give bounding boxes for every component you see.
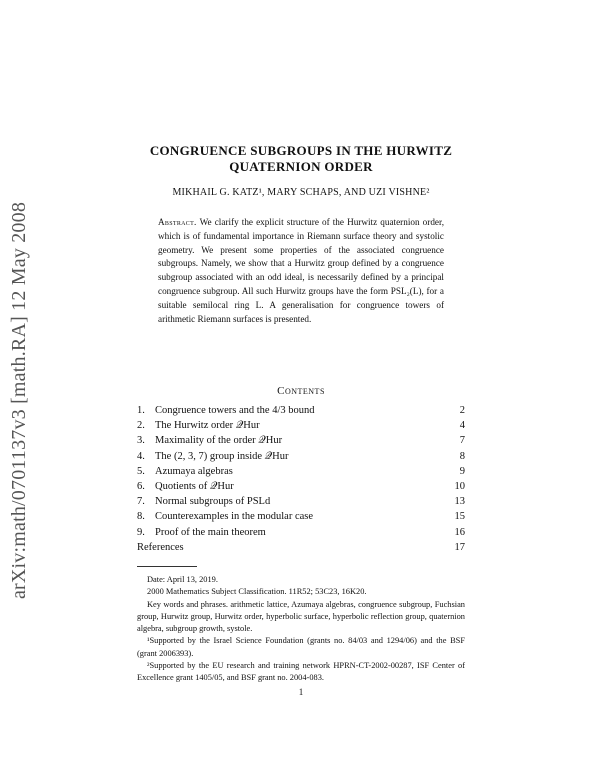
toc-entry-page: 13 [454, 496, 465, 508]
toc-entry-page: 9 [459, 465, 465, 477]
footnotes [137, 574, 465, 685]
toc-entry[interactable] [137, 542, 465, 557]
toc-entry-title: Congruence towers and the 4/3 bound [155, 405, 315, 416]
toc-entry[interactable] [137, 420, 465, 435]
toc-entry-page: 7 [459, 435, 465, 447]
toc-entry-title: Proof of the main theorem [155, 526, 266, 538]
paper-title [120, 143, 482, 175]
toc-entry-number: 7. [137, 496, 145, 508]
toc-entry-page: 16 [454, 526, 465, 538]
toc-entry-number: 9. [137, 526, 145, 538]
toc-entry-title: Counterexamples in the modular case [155, 511, 314, 523]
toc-entry-title: Normal subgroups of PSLd [155, 496, 271, 508]
toc-entry-number: 1. [137, 405, 145, 416]
toc-entry-page: 2 [459, 405, 465, 416]
toc-entry-number: 3. [137, 435, 145, 447]
author-list: MIKHAIL G. KATZ¹, MARY SCHAPS, AND UZI VISHNE² [172, 187, 430, 198]
page-number: 1 [298, 687, 304, 697]
toc-entry-number: 5. [137, 465, 145, 477]
toc-entry-number: 6. [137, 480, 145, 492]
toc-entry[interactable] [137, 511, 465, 526]
toc-entry-title: Quotients of 𝒬Hur [155, 480, 234, 492]
toc-entry-page: 17 [454, 541, 465, 553]
footnote-rule [137, 566, 197, 567]
abstract-heading: Abstract. [158, 217, 197, 227]
toc-entry-title: Azumaya algebras [155, 465, 233, 477]
toc-entry[interactable] [137, 481, 465, 496]
toc-entry-title: The (2, 3, 7) group inside 𝒬Hur [155, 450, 289, 462]
toc-entry-title: References [137, 541, 184, 553]
toc-entry[interactable] [137, 466, 465, 481]
abstract [158, 216, 444, 326]
footnote-2: ²Supported by the EU research and training network HPRN-CT-2002-00287, ISF Center of Excellence grant 1405/05, and BSF grant no. 2004-083. [137, 661, 465, 683]
title-line-2: QUATERNION ORDER [229, 159, 373, 174]
toc-entry[interactable] [137, 405, 465, 420]
toc-entry-page: 10 [454, 480, 465, 492]
abstract-text: We clarify the explicit structure of the Hurwitz quaternion order, which is of fundamental importance in Riemann surface theory and systolic geometry. We present some properties of the associated congruence subgroups. Namely, we show that a Hurwitz group defined by a congruence subgroup associated with an odd ideal, is necessarily defined by a principal congruence subgroup. All such Hurwitz groups have the form PSL₂(L), for a suitable semilocal ring L. A generalisation for congruence towers of arithmetic Riemann surfaces is presented. [158, 217, 444, 324]
arxiv-identifier: arXiv:math/0701137v3 [math.RA] 12 May 2008 [8, 201, 31, 599]
toc-entry-number: 4. [137, 450, 145, 462]
footnote-date: Date: April 13, 2019. [147, 575, 218, 584]
toc-entry-page: 4 [459, 420, 465, 432]
toc-entry[interactable] [137, 451, 465, 466]
toc-entry-page: 8 [459, 450, 465, 462]
toc-entry-title: Maximality of the order 𝒬Hur [155, 435, 283, 447]
footnote-keywords: Key words and phrases. arithmetic lattice, Azumaya algebras, congruence subgroup, Fuchsian group, Hurwitz group, Hurwitz order, hyperbolic surface, hyperbolic reflection group, quaternion algebra, subgroup growth, systole. [137, 599, 465, 634]
toc-entry[interactable] [137, 496, 465, 511]
toc-entry[interactable] [137, 527, 465, 542]
footnote-1: ¹Supported by the Israel Science Foundation (grants no. 84/03 and 1294/06) and the BSF (grant 2006393). [137, 636, 465, 658]
footnote-msc: 2000 Mathematics Subject Classification. 11R52; 53C23, 16K20. [147, 587, 367, 597]
table-of-contents [137, 405, 465, 557]
toc-entry-title: The Hurwitz order 𝒬Hur [155, 420, 260, 432]
toc-entry-page: 15 [454, 511, 465, 523]
contents-heading: Contents [277, 385, 325, 397]
arxiv-sidebar [4, 120, 36, 680]
toc-entry-number: 2. [137, 420, 145, 432]
toc-entry-number: 8. [137, 511, 145, 523]
title-line-1: CONGRUENCE SUBGROUPS IN THE HURWITZ [149, 143, 453, 158]
toc-entry[interactable] [137, 435, 465, 450]
